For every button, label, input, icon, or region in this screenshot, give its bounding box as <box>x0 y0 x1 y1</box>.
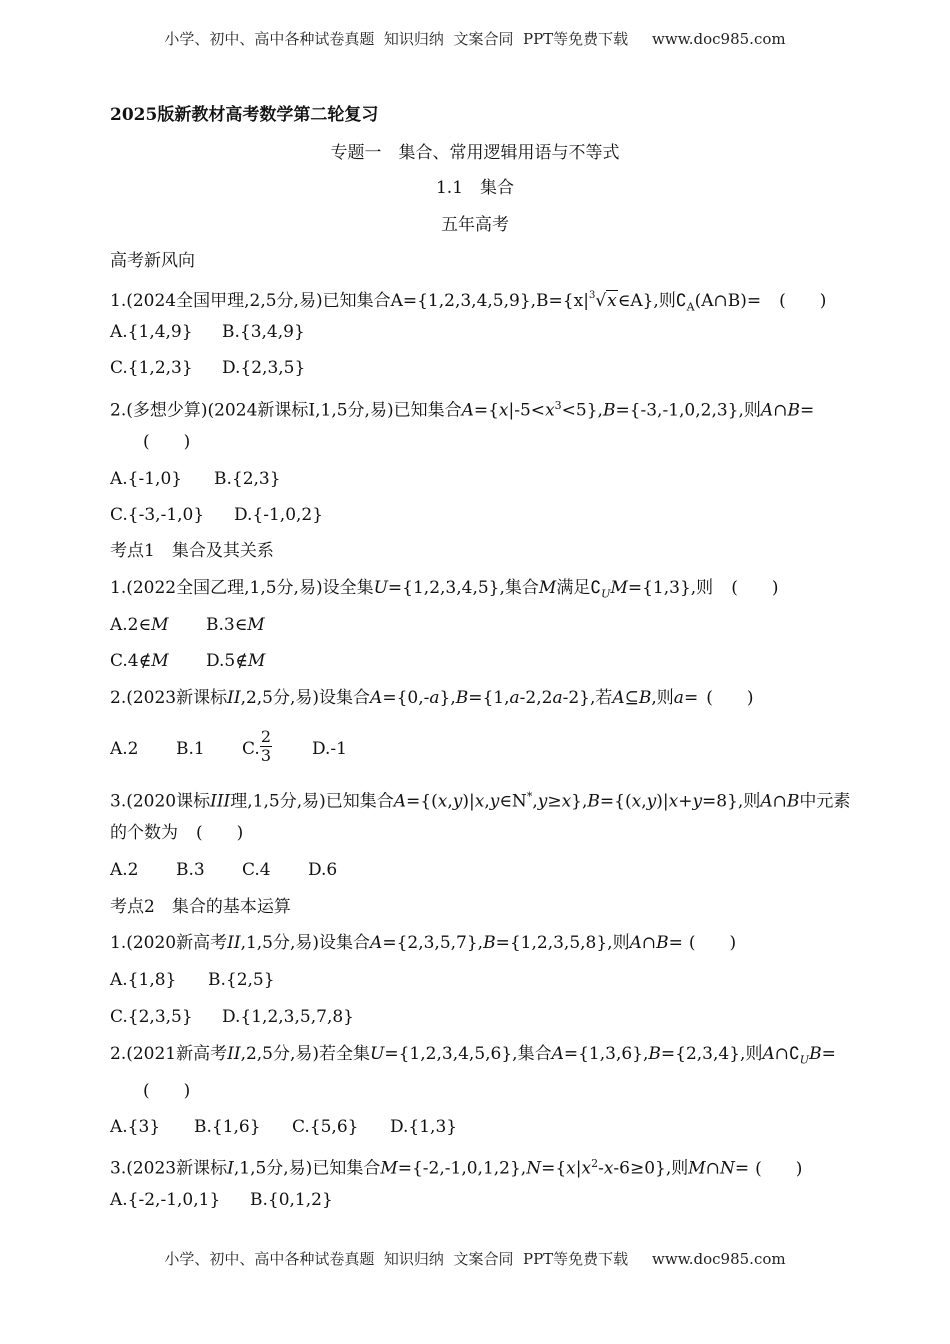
options-new-1-row2 <box>110 357 305 379</box>
options-k2-1-row1 <box>110 969 275 991</box>
options-new-2-row1 <box>110 468 281 490</box>
option: B.{1,6} <box>194 1117 261 1137</box>
option: D.-1 <box>312 739 347 759</box>
option: C.4∉M <box>110 651 169 671</box>
option: D.5∉M <box>206 651 266 671</box>
fraction: $\frac{2}{3}$ <box>260 727 271 765</box>
section-title: 1.1 集合 <box>435 178 515 198</box>
option: B.1 <box>176 739 205 759</box>
question-k1-3-line2: 的个数为 ( ) <box>110 823 244 843</box>
heading-new-trend: 高考新风向 <box>110 251 195 271</box>
options-k2-1-row2 <box>110 1006 354 1028</box>
page-header: 小学、初中、高中各种试卷真题 知识归纳 文案合同 PPT等免费下载 www.doc985.com <box>164 30 786 48</box>
option: A.2 <box>110 739 139 759</box>
option: D.{1,3} <box>390 1117 458 1137</box>
options-new-2-row2 <box>110 504 323 526</box>
option: A.{3} <box>110 1117 161 1137</box>
option: C.{-3,-1,0} <box>110 505 205 525</box>
options-k2-3-row1 <box>110 1189 333 1211</box>
doc-title: 2025版新教材高考数学第二轮复习 <box>110 105 379 125</box>
option: A.{1,4,9} <box>110 322 193 342</box>
answer-paren: ( ) <box>143 432 191 452</box>
question-k1-1: 1.(2022全国乙理,1,5分,易)设全集U={1,2,3,4,5},集合M满足$∁_UM=\{1,3\}$,则 ( ) <box>110 578 779 601</box>
question-k2-2: 2.(2021新高考II,2,5分,易)若全集U={1,2,3,4,5,6},集合A={1,3,6},B={2,3,4},则$A\cap∁_UB=$ <box>110 1044 836 1067</box>
option: A.{-2,-1,0,1} <box>110 1190 221 1210</box>
subsection-title: 五年高考 <box>441 215 509 235</box>
question-k1-3: 3.(2020课标III理,1,5分,易)已知集合A={(x,y)|x,y∈N*,y≥x},B={(x,y)|x+y=8},则A∩B中元素 <box>110 790 851 812</box>
option: B.3 <box>176 860 205 880</box>
option: C.{1,2,3} <box>110 358 193 378</box>
option: A.2 <box>110 860 139 880</box>
question-k2-3: 3.(2023新课标I,1,5分,易)已知集合$M=\{-2,-1,0,1,2\},N=\{x|x^2-x-6\ge 0\}$,则M∩N= ( ) <box>110 1157 803 1179</box>
option: A.{1,8} <box>110 970 177 990</box>
option: B.3∈M <box>206 615 265 635</box>
options-k1-1-row2 <box>110 650 265 672</box>
option: C. $\frac{2}{3}$ <box>242 727 271 765</box>
option: C.4 <box>242 860 271 880</box>
option: B.{0,1,2} <box>250 1190 333 1210</box>
options-k1-2 <box>110 727 347 765</box>
answer-paren: ( ) <box>779 291 827 311</box>
question-k1-2: 2.(2023新课标II,2,5分,易)设集合A={0,-a},B={1,a-2,2a-2},若A⊆B,则a= ( ) <box>110 688 754 708</box>
option: C.{5,6} <box>292 1117 359 1137</box>
heading-kaodian-2: 考点2 集合的基本运算 <box>110 897 291 917</box>
question-new-2: 2.(多想少算)(2024新课标Ⅰ,1,5分,易)已知集合$A=\{x|-5<x^3<5\},B=\{-3,-1,0,2,3\}$,则A∩B= <box>110 399 815 421</box>
option: B.{3,4,9} <box>222 322 305 342</box>
options-k1-3 <box>110 859 337 881</box>
option: B.{2,5} <box>208 970 275 990</box>
options-k2-2 <box>110 1116 457 1138</box>
option: D.{1,2,3,5,7,8} <box>222 1007 354 1027</box>
option: A.{-1,0} <box>110 469 183 489</box>
option: C.{2,3,5} <box>110 1007 193 1027</box>
options-new-1-row1 <box>110 321 305 343</box>
option: B.{2,3} <box>214 469 281 489</box>
option: D.6 <box>308 860 338 880</box>
heading-kaodian-1: 考点1 集合及其关系 <box>110 541 274 561</box>
option: A.2∈M <box>110 615 169 635</box>
topic-title: 专题一 集合、常用逻辑用语与不等式 <box>330 143 620 163</box>
question-new-1: 1.(2024全国甲理,2,5分,易)已知集合$A=\{1,2,3,4,5,9\},B=\{x|^3√x\in A\}$,则$∁_A(A\cap B)=$ ( ) <box>110 285 826 318</box>
cube-root: $^3$√x <box>588 290 617 311</box>
option: D.{2,3,5} <box>222 358 306 378</box>
options-k1-1-row1 <box>110 614 265 636</box>
option: D.{-1,0,2} <box>234 505 324 525</box>
question-k2-1: 1.(2020新高考II,1,5分,易)设集合A={2,3,5,7},B={1,2,3,5,8},则A∩B= ( ) <box>110 933 737 953</box>
answer-paren: ( ) <box>143 1081 191 1101</box>
page-footer: 小学、初中、高中各种试卷真题 知识归纳 文案合同 PPT等免费下载 www.doc985.com <box>164 1250 786 1268</box>
